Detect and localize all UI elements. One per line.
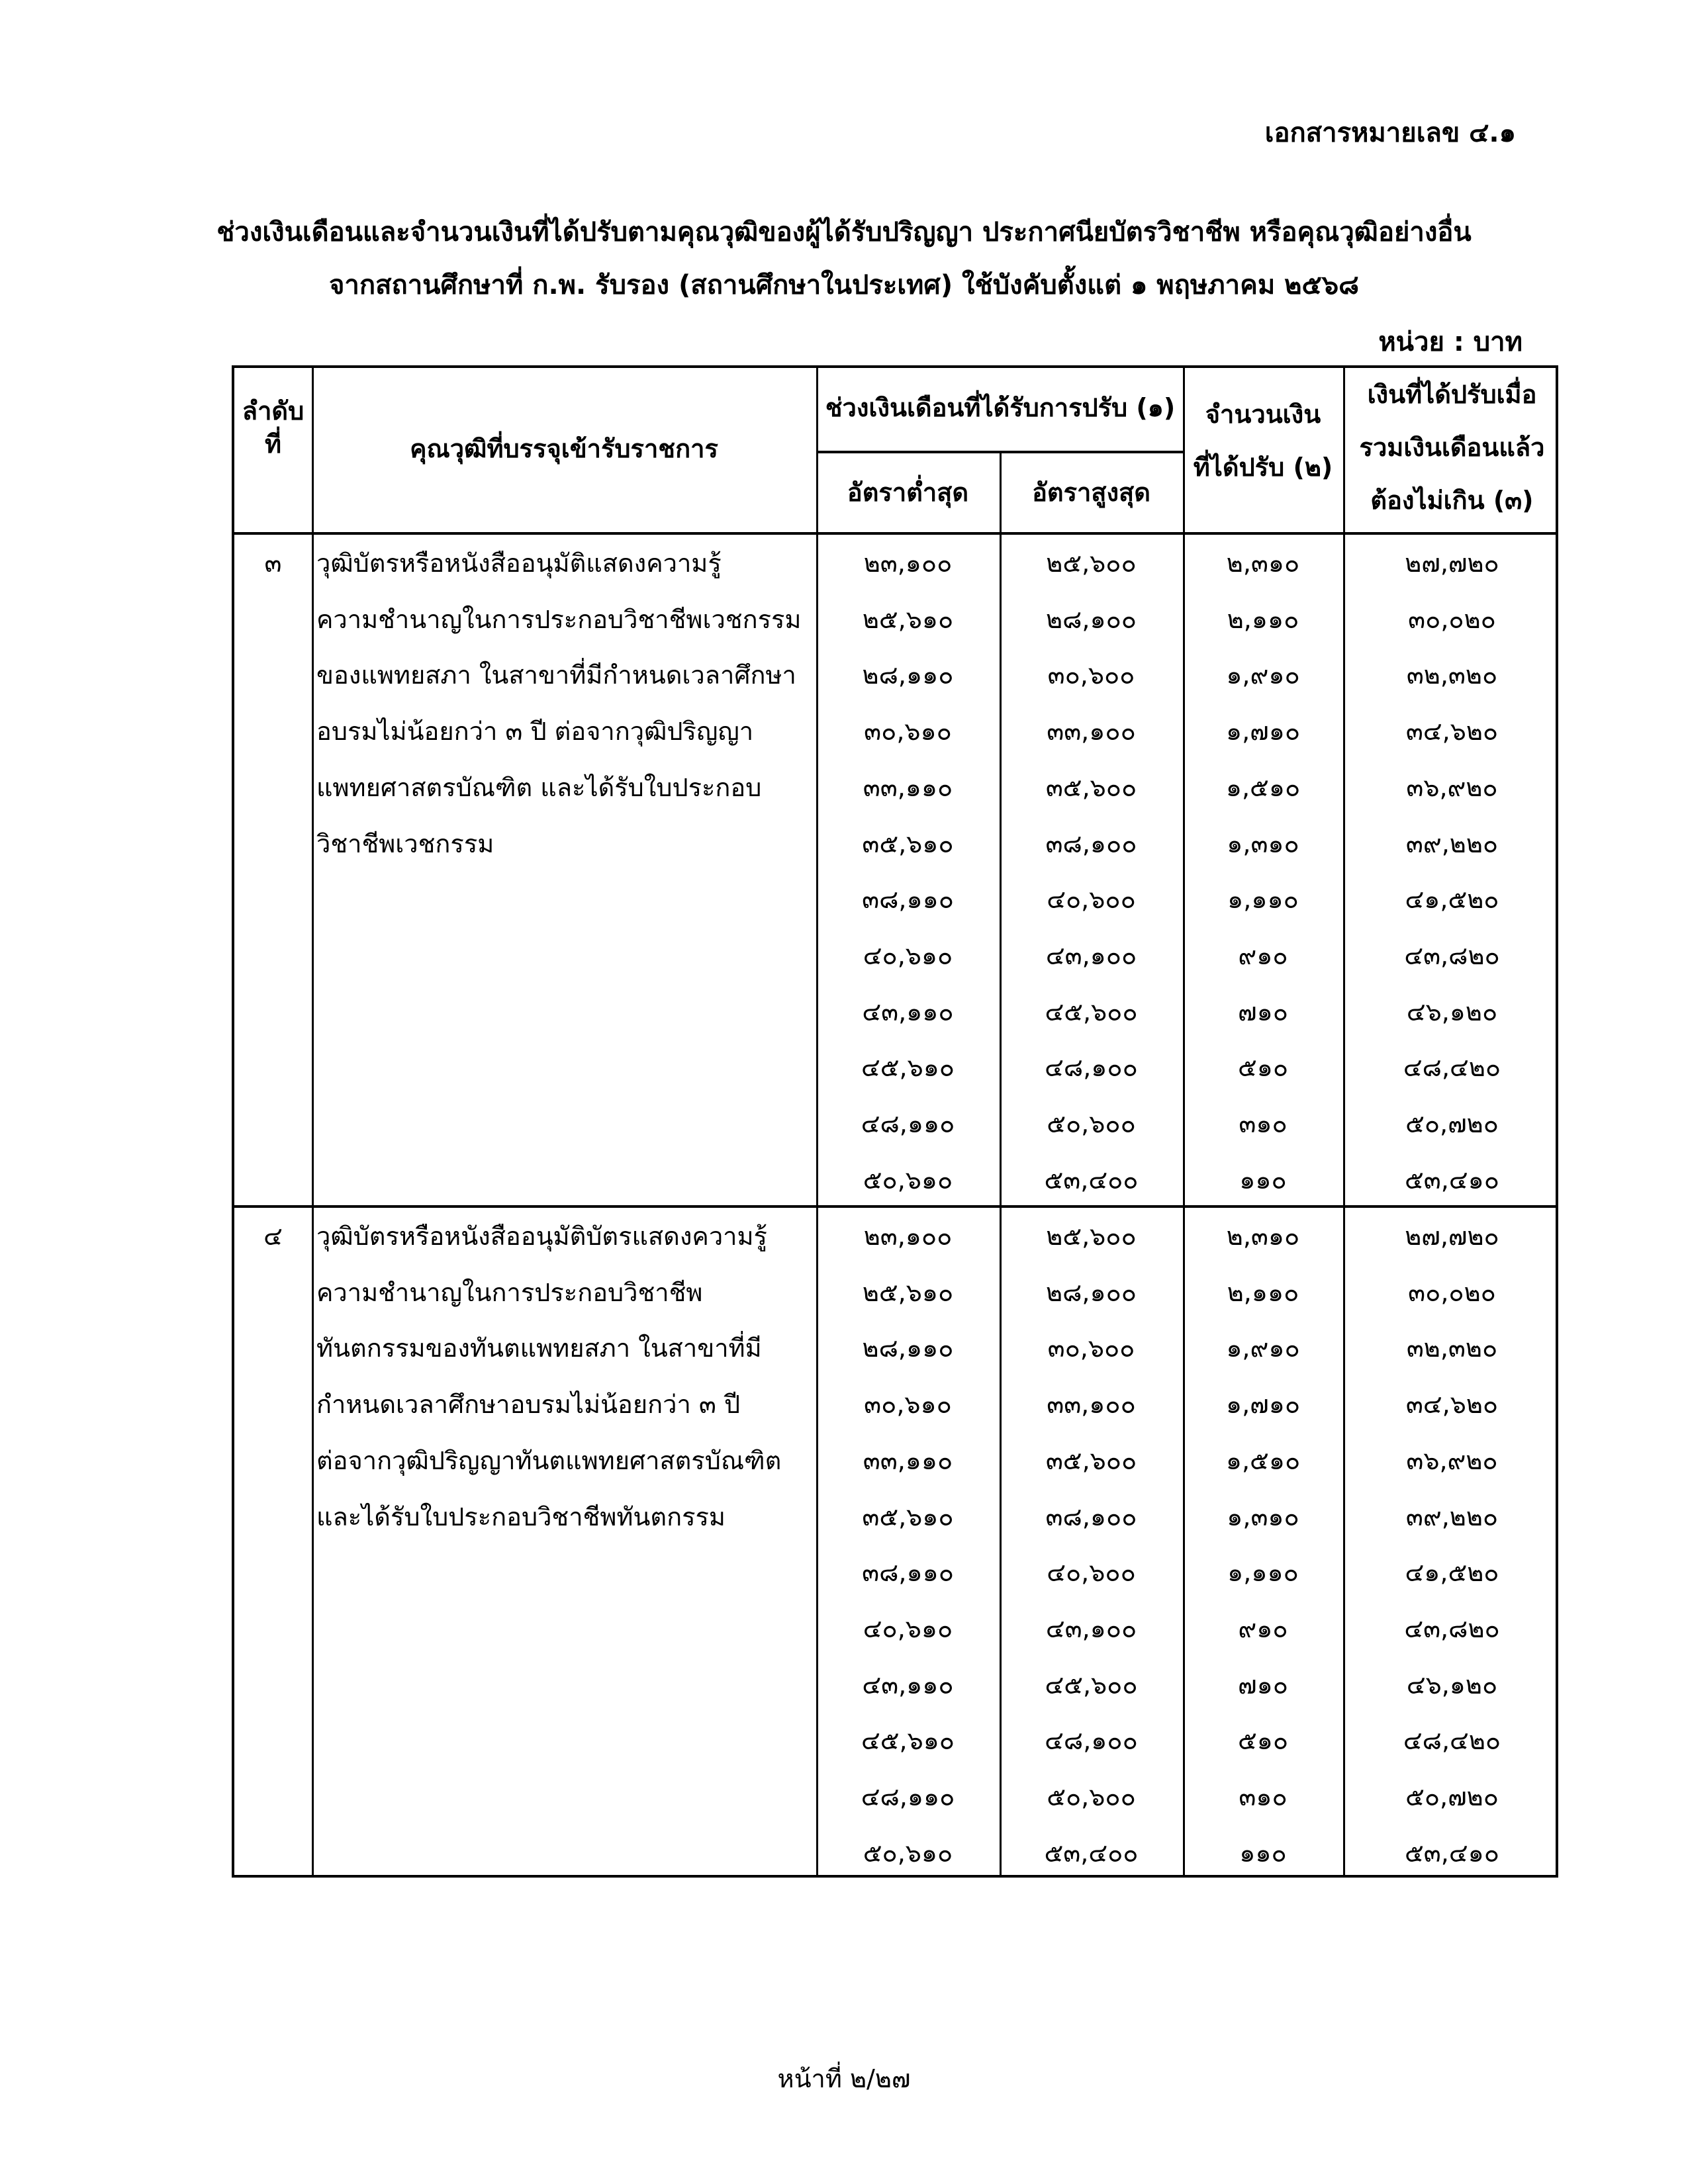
max-rate-cell: ๔๐,๖๐๐ [1047,1558,1136,1588]
total-cap-cell: ๔๘,๔๒๐ [1403,1053,1501,1083]
total-cap-cell: ๓๒,๓๒๐ [1406,660,1498,690]
total-cap-cell: ๔๘,๔๒๐ [1403,1726,1501,1756]
qualification-line: ความชำนาญในการประกอบวิชาชีพเวชกรรม [316,604,802,634]
qualification-line: อบรมไม่น้อยกว่า ๓ ปี ต่อจากวุฒิปริญญา [316,717,754,747]
adjust-amount-cell: ๑๑๐ [1239,1838,1287,1868]
qualification-line: ทันตกรรมของทันตแพทยสภา ในสาขาที่มี [316,1334,762,1363]
header-no-line2: ที่ [264,430,282,459]
max-rate-cell: ๔๕,๖๐๐ [1045,997,1138,1026]
max-rate-cell: ๓๘,๑๐๐ [1045,1502,1137,1531]
max-rate-cell: ๓๕,๖๐๐ [1045,1445,1137,1475]
header-range: ช่วงเงินเดือนที่ได้รับการปรับ (๑) [825,393,1176,422]
min-rate-cell: ๒๘,๑๑๐ [862,660,954,690]
min-rate-cell: ๒๕,๖๑๐ [862,604,954,634]
header-bottom-line [234,532,1556,535]
max-rate-cell: ๕๓,๔๐๐ [1044,1838,1139,1868]
adjust-amount-cell: ๒,๓๑๐ [1226,549,1300,578]
adjust-amount-cell: ๑,๑๑๐ [1227,1558,1299,1588]
min-rate-cell: ๓๐,๖๑๐ [864,1390,952,1420]
max-rate-cell: ๒๕,๖๐๐ [1046,1222,1137,1251]
max-rate-cell: ๒๘,๑๐๐ [1046,1277,1137,1307]
header-amount [1183,388,1343,494]
max-rate-cell: ๔๐,๖๐๐ [1047,885,1136,915]
total-cap-cell: ๕๓,๔๑๐ [1405,1165,1499,1195]
total-cap-cell: ๒๗,๗๒๐ [1405,1222,1499,1251]
adjust-amount-cell: ๑,๓๑๐ [1227,1502,1299,1531]
qualification-line: ของแพทยสภา ในสาขาที่มีกำหนดเวลาศึกษา [316,660,796,690]
header-amount-line1: จำนวนเงิน [1205,400,1321,429]
qualification-line: แพทยศาสตรบัณฑิต และได้รับใบประกอบ [316,772,762,802]
total-cap-cell: ๓๙,๒๒๐ [1405,1502,1499,1531]
header-no-line1: ลำดับ [242,396,305,426]
adjust-amount-cell: ๕๑๐ [1237,1726,1289,1756]
section-number: ๔ [263,1222,283,1251]
header-no [234,394,312,461]
title-line-2: จากสถานศึกษาที่ ก.พ. รับรอง (สถานศึกษาในประเทศ) ใช้บังคับตั้งแต่ ๑ พฤษภาคม ๒๕๖๘ [328,270,1360,300]
adjust-amount-cell: ๕๑๐ [1237,1053,1289,1083]
min-rate-cell: ๔๘,๑๑๐ [861,1109,955,1138]
min-rate-cell: ๓๓,๑๑๐ [863,772,953,802]
qualification-line: วิชาชีพเวชกรรม [316,829,494,858]
header-subdivider [816,451,1184,453]
column-divider [312,368,314,1875]
total-cap-cell: ๓๐,๐๒๐ [1408,1277,1496,1307]
max-rate-cell: ๓๘,๑๐๐ [1045,829,1137,858]
total-cap-cell: ๓๖,๙๒๐ [1406,1445,1498,1475]
min-rate-cell: ๓๐,๖๑๐ [864,717,952,747]
max-rate-cell: ๕๐,๖๐๐ [1047,1782,1136,1811]
document-number: เอกสารหมายเลข ๔.๑ [1264,118,1516,148]
adjust-amount-cell: ๓๑๐ [1239,1109,1288,1138]
max-rate-cell: ๒๘,๑๐๐ [1046,604,1137,634]
min-rate-cell: ๓๕,๖๑๐ [862,829,954,858]
total-cap-cell: ๔๓,๘๒๐ [1404,1614,1500,1643]
adjust-amount-cell: ๑,๗๑๐ [1225,1390,1301,1420]
adjust-amount-cell: ๙๑๐ [1238,1614,1288,1643]
total-cap-cell: ๒๗,๗๒๐ [1405,549,1499,578]
min-rate-cell: ๒๕,๖๑๐ [862,1277,954,1307]
min-rate-cell: ๓๘,๑๑๐ [862,1558,954,1588]
max-rate-cell: ๓๐,๖๐๐ [1047,1334,1135,1363]
max-rate-cell: ๕๐,๖๐๐ [1047,1109,1136,1138]
page-number: หน้าที่ ๒/๒๗ [777,2064,911,2093]
unit-label: หน่วย : บาท [1378,327,1523,357]
total-cap-cell: ๔๖,๑๒๐ [1406,997,1498,1026]
min-rate-cell: ๔๐,๖๑๐ [863,940,953,970]
total-cap-cell: ๕๓,๔๑๐ [1405,1838,1499,1868]
min-rate-cell: ๓๕,๖๑๐ [862,1502,954,1531]
total-cap-cell: ๔๑,๕๒๐ [1405,1558,1499,1588]
max-rate-cell: ๔๓,๑๐๐ [1045,1614,1137,1643]
qualification-line: วุฒิบัตรหรือหนังสืออนุมัติแสดงความรู้ [316,549,722,578]
section-number: ๓ [264,549,282,578]
adjust-amount-cell: ๑,๙๑๐ [1226,660,1300,690]
header-max: อัตราสูงสุด [1032,478,1150,507]
max-rate-cell: ๓๓,๑๐๐ [1047,717,1136,747]
qualification-line: กำหนดเวลาศึกษาอบรมไม่น้อยกว่า ๓ ปี [316,1390,741,1420]
max-rate-cell: ๔๓,๑๐๐ [1045,940,1137,970]
adjust-amount-cell: ๗๑๐ [1238,997,1288,1026]
max-rate-cell: ๔๘,๑๐๐ [1045,1053,1138,1083]
header-total-line3: ต้องไม่เกิน (๓) [1370,486,1534,515]
min-rate-cell: ๕๐,๖๑๐ [863,1838,953,1868]
total-cap-cell: ๔๓,๘๒๐ [1404,940,1500,970]
adjust-amount-cell: ๒,๑๑๐ [1227,1277,1299,1307]
min-rate-cell: ๔๕,๖๑๐ [861,1053,955,1083]
total-cap-cell: ๓๔,๖๒๐ [1405,1390,1499,1420]
max-rate-cell: ๓๐,๖๐๐ [1047,660,1135,690]
min-rate-cell: ๒๘,๑๑๐ [862,1334,954,1363]
total-cap-cell: ๓๐,๐๒๐ [1408,604,1496,634]
adjust-amount-cell: ๑,๓๑๐ [1227,829,1299,858]
total-cap-cell: ๓๔,๖๒๐ [1405,717,1499,747]
max-rate-cell: ๓๕,๖๐๐ [1045,772,1137,802]
header-total-line2: รวมเงินเดือนแล้ว [1359,433,1545,462]
title-line-1: ช่วงเงินเดือนและจำนวนเงินที่ได้ปรับตามคุณวุฒิของผู้ได้รับปริญญา ประกาศนียบัตรวิชาชีพ หรือคุณวุฒิอย่างอื่น [216,217,1472,248]
adjust-amount-cell: ๓๑๐ [1239,1782,1288,1811]
header-total [1343,368,1561,527]
max-rate-cell: ๔๕,๖๐๐ [1045,1670,1138,1700]
min-rate-cell: ๔๐,๖๑๐ [863,1614,953,1643]
min-rate-cell: ๔๓,๑๑๐ [862,1670,954,1700]
header-min: อัตราต่ำสุด [847,478,969,507]
max-rate-cell: ๕๓,๔๐๐ [1044,1165,1139,1195]
header-amount-line2: ที่ได้ปรับ (๒) [1193,453,1333,482]
min-rate-cell: ๒๓,๑๐๐ [863,549,953,578]
adjust-amount-cell: ๑,๙๑๐ [1226,1334,1300,1363]
min-rate-cell: ๔๓,๑๑๐ [862,997,954,1026]
qualification-line: ความชำนาญในการประกอบวิชาชีพ [316,1277,703,1307]
min-rate-cell: ๔๕,๖๑๐ [861,1726,955,1756]
header-qualification: คุณวุฒิที่บรรจุเข้ารับราชการ [410,434,718,463]
qualification-line: ต่อจากวุฒิปริญญาทันตแพทยศาสตรบัณฑิต [316,1445,782,1475]
qualification-line: วุฒิบัตรหรือหนังสืออนุมัติบัตรแสดงความรู้ [316,1222,767,1251]
min-rate-cell: ๒๓,๑๐๐ [863,1222,953,1251]
adjust-amount-cell: ๗๑๐ [1238,1670,1288,1700]
adjust-amount-cell: ๒,๓๑๐ [1226,1222,1300,1251]
max-rate-cell: ๓๓,๑๐๐ [1047,1390,1136,1420]
max-rate-cell: ๒๕,๖๐๐ [1046,549,1137,578]
total-cap-cell: ๔๖,๑๒๐ [1406,1670,1498,1700]
total-cap-cell: ๓๙,๒๒๐ [1405,829,1499,858]
total-cap-cell: ๕๐,๗๒๐ [1405,1109,1499,1138]
adjust-amount-cell: ๑,๗๑๐ [1225,717,1301,747]
total-cap-cell: ๔๑,๕๒๐ [1405,885,1499,915]
min-rate-cell: ๓๓,๑๑๐ [863,1445,953,1475]
adjust-amount-cell: ๒,๑๑๐ [1227,604,1299,634]
adjust-amount-cell: ๑๑๐ [1239,1165,1287,1195]
total-cap-cell: ๕๐,๗๒๐ [1405,1782,1499,1811]
total-cap-cell: ๓๒,๓๒๐ [1406,1334,1498,1363]
adjust-amount-cell: ๑,๑๑๐ [1227,885,1299,915]
min-rate-cell: ๕๐,๖๑๐ [863,1165,953,1195]
adjust-amount-cell: ๙๑๐ [1238,940,1288,970]
qualification-line: และได้รับใบประกอบวิชาชีพทันตกรรม [316,1502,726,1531]
total-cap-cell: ๓๖,๙๒๐ [1406,772,1498,802]
salary-table [232,365,1558,1878]
adjust-amount-cell: ๑,๕๑๐ [1225,772,1301,802]
min-rate-cell: ๓๘,๑๑๐ [862,885,954,915]
header-total-line1: เงินที่ได้ปรับเมื่อ [1367,380,1537,409]
min-rate-cell: ๔๘,๑๑๐ [861,1782,955,1811]
max-rate-cell: ๔๘,๑๐๐ [1045,1726,1138,1756]
adjust-amount-cell: ๑,๕๑๐ [1225,1445,1301,1475]
